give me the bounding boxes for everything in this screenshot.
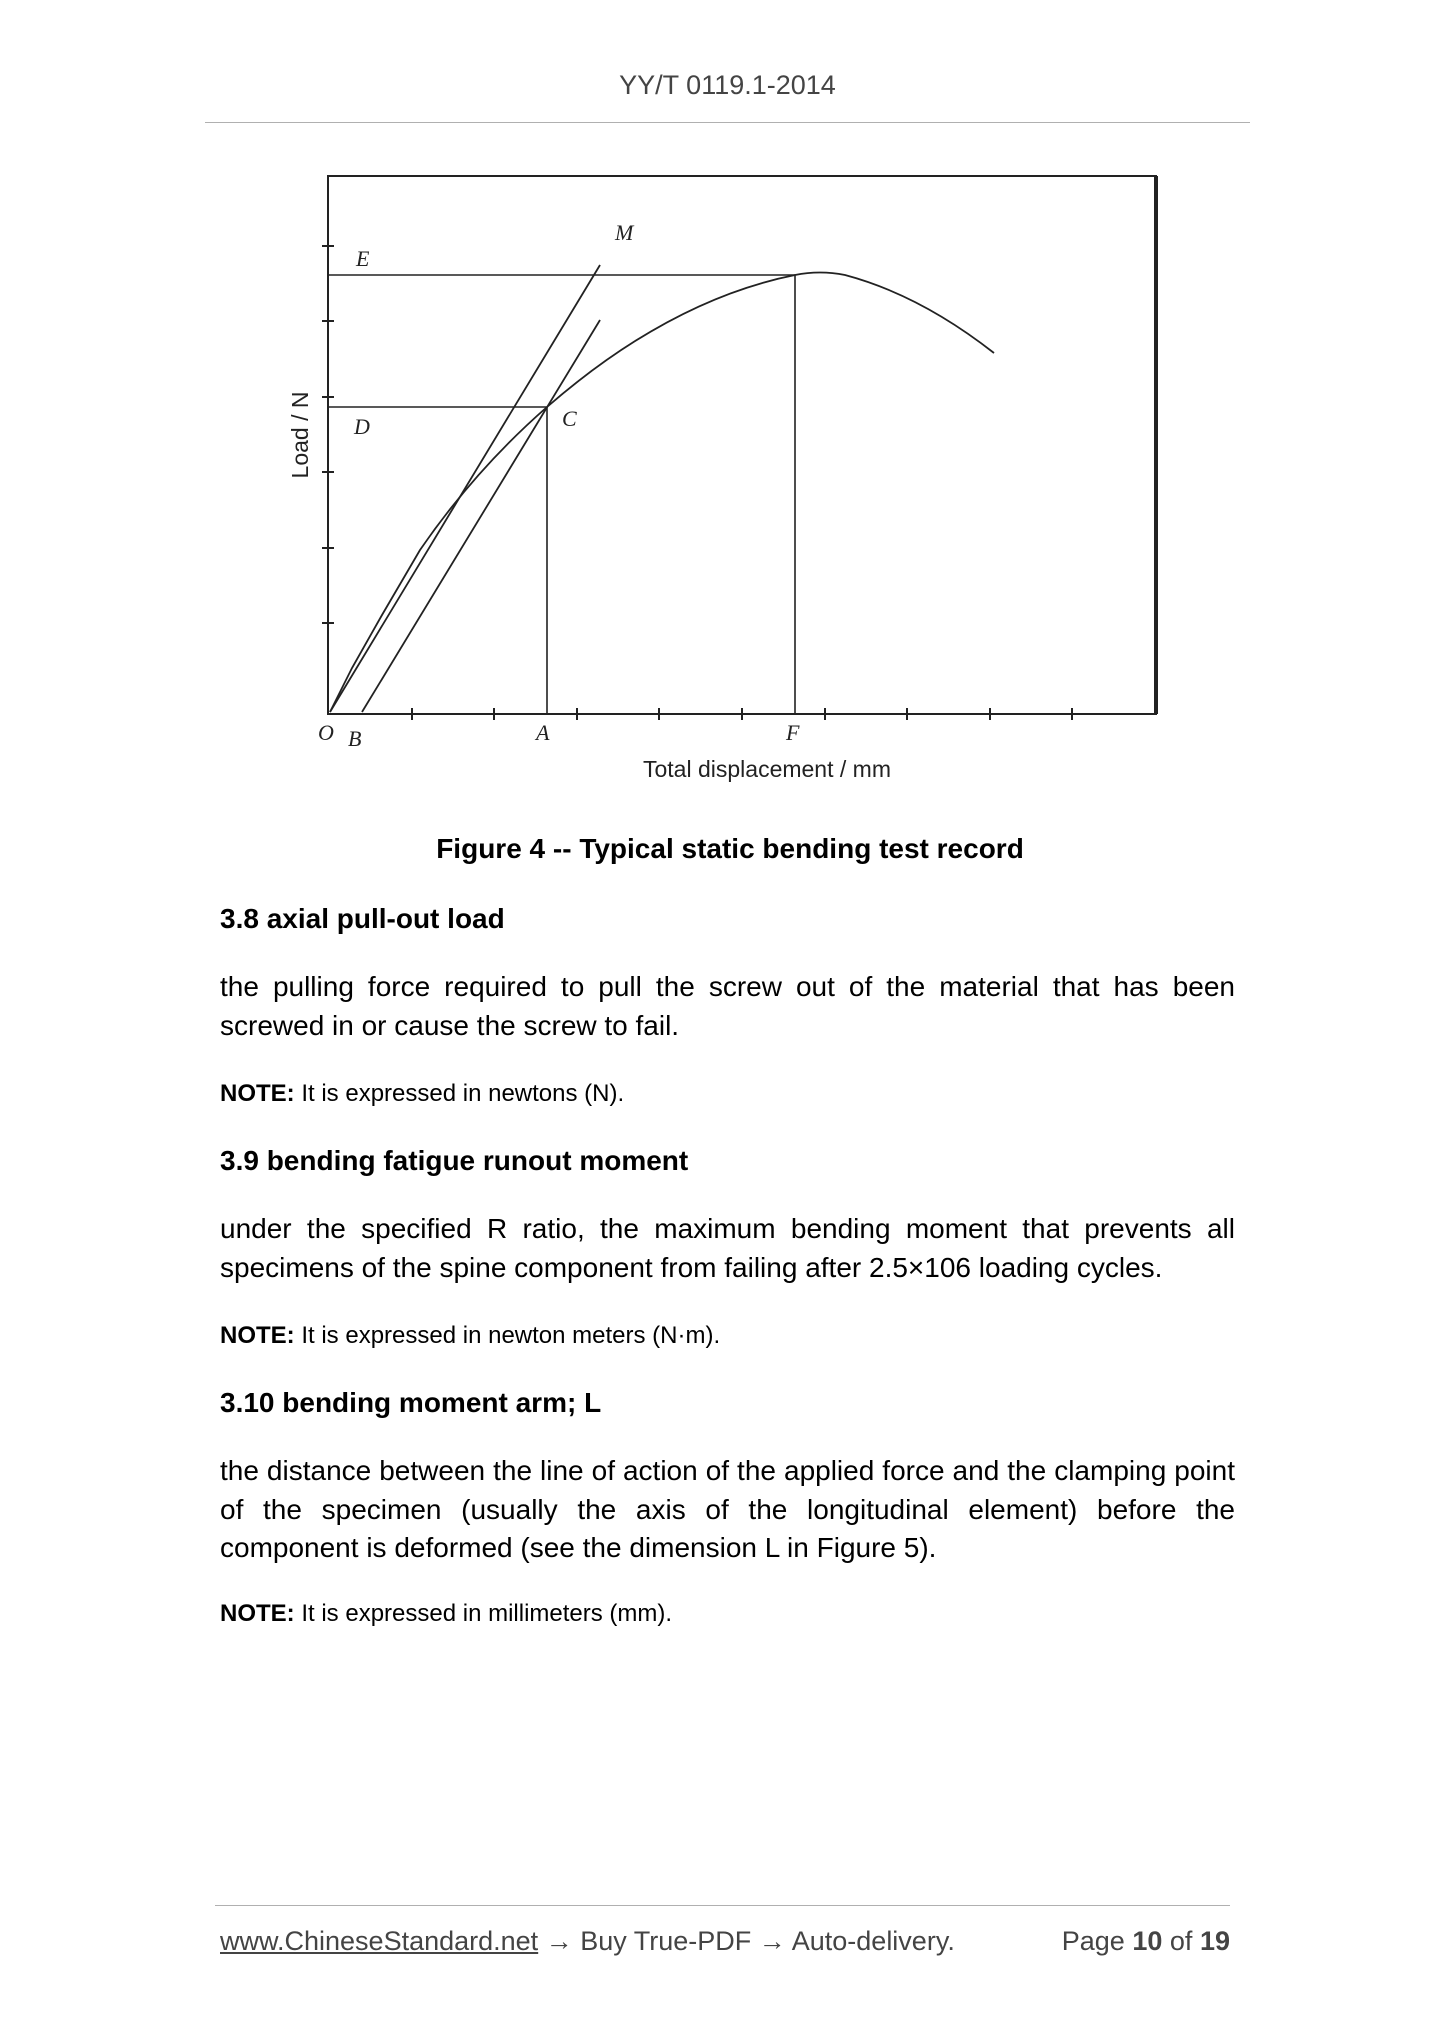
point-label-C: C (562, 406, 577, 431)
page-header-doc-id: YY/T 0119.1-2014 (619, 70, 836, 100)
footer-divider (215, 1905, 1230, 1906)
of-word: of (1169, 1926, 1193, 1956)
header-divider (205, 122, 1250, 123)
line-O-M (330, 265, 600, 712)
point-label-F: F (786, 720, 800, 745)
load-displacement-curve (330, 273, 994, 713)
note-text: It is expressed in newton meters (N·m). (294, 1322, 721, 1349)
page-footer (220, 1926, 1230, 1957)
footer-site-link[interactable]: www.ChineseStandard.net (220, 1926, 539, 1956)
section-heading-3-10: 3.10 bending moment arm; L (220, 1387, 602, 1418)
footer-tagline: → Buy True-PDF → Auto-delivery. (538, 1926, 955, 1956)
page-number: 10 (1132, 1926, 1163, 1956)
section-body-3-9: under the specified R ratio, the maximum bending moment that prevents all specimens of the spine component from failing after 2.5×106 loading cycles. (220, 1213, 1235, 1283)
plot-frame (328, 176, 1156, 714)
note-label: NOTE: (220, 1322, 295, 1349)
point-label-D: D (354, 414, 370, 439)
note-text: It is expressed in newtons (N). (294, 1080, 625, 1107)
section-note-3-9 (220, 1322, 1240, 1350)
section-note-3-10 (220, 1600, 1240, 1628)
figure-caption: Figure 4 -- Typical static bending test record (436, 833, 1024, 864)
section-heading-3-9: 3.9 bending fatigue runout moment (220, 1145, 689, 1176)
section-body-3-10: the distance between the line of action of the applied force and the clamping point of the specimen (usually the axis of the longitudinal element) before the component is deformed (see the dimension L in Figure 5). (220, 1455, 1235, 1563)
section-note-3-8 (220, 1080, 1240, 1108)
x-axis-label: Total displacement / mm (643, 756, 891, 782)
y-axis-label: Load / N (287, 391, 313, 479)
page-word: Page (1061, 1926, 1125, 1956)
point-label-B: B (348, 726, 362, 751)
section-heading-3-8: 3.8 axial pull-out load (220, 903, 505, 934)
note-label: NOTE: (220, 1600, 295, 1627)
note-label: NOTE: (220, 1080, 295, 1107)
point-label-O: O (318, 720, 334, 745)
bending-test-figure (270, 160, 1180, 800)
point-label-E: E (356, 246, 370, 271)
point-label-M: M (615, 220, 634, 245)
line-B-C-parallel (362, 320, 600, 712)
note-text: It is expressed in millimeters (mm). (294, 1600, 673, 1627)
section-body-3-8: the pulling force required to pull the screw out of the material that has been screwed in or cause the screw to fail. (220, 971, 1235, 1041)
page-total: 19 (1199, 1926, 1230, 1956)
page-indicator (1062, 1926, 1230, 1957)
point-label-A: A (536, 720, 550, 745)
